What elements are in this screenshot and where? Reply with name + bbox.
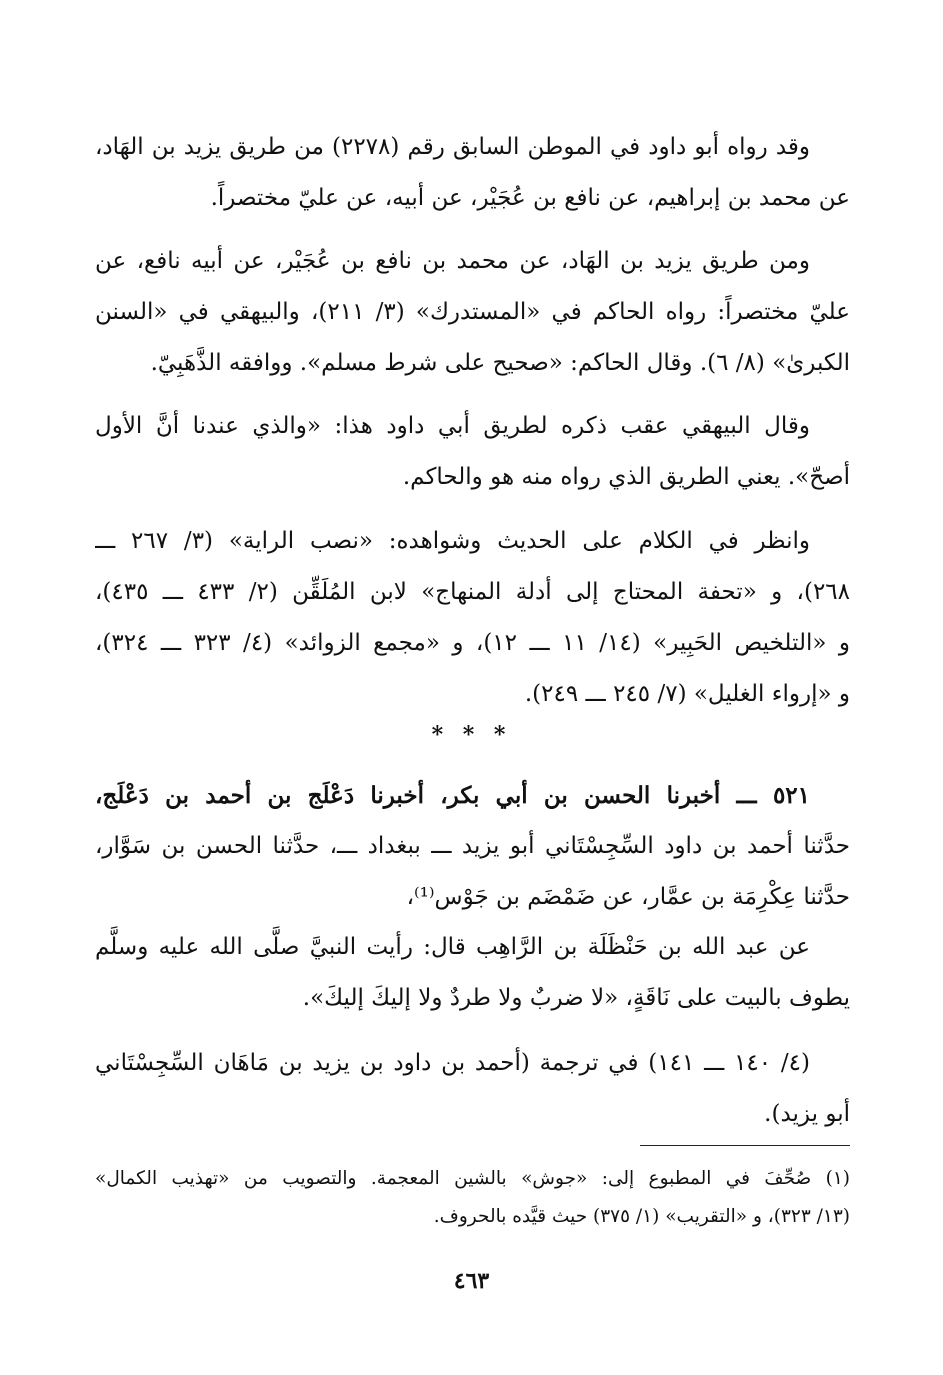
footnote-line: (١) صُحِّفَ في المطبوع إلى: «جوش» بالشين المعجمة. والتصويب من «تهذيب الكمال» [95, 1168, 850, 1189]
text-line: يطوف بالبيت على نَاقَةٍ، «لا ضربٌ ولا طردٌ ولا إليكَ إليكَ». [302, 985, 850, 1011]
text-line: وقال البيهقي عقب ذكره لطريق أبي داود هذا: «والذي عندنا أنَّ الأول [95, 413, 810, 439]
text-line: ومن طريق يزيد بن الهَاد، عن محمد بن نافع بن عُجَيْر، عن أبيه نافع، عن [95, 248, 810, 274]
text-line: حدَّثنا عِكْرِمَة بن عمَّار، عن ضَمْضَم بن جَوْس⁽¹⁾، [406, 884, 850, 910]
text-line: و «إرواء الغليل» (٧/ ٢٤٥ ـــ ٢٤٩). [524, 681, 850, 707]
text-line: عليّ مختصراً: رواه الحاكم في «المستدرك» (٣/ ٢١١)، والبيهقي في «السنن [95, 299, 850, 325]
paragraph [95, 922, 850, 1024]
paragraph [95, 401, 850, 503]
text-line: أصحّ». يعني الطريق الذي رواه منه هو والحاكم. [402, 464, 850, 490]
text-line: عن محمد بن إبراهيم، عن نافع بن عُجَيْر، عن أبيه، عن عليّ مختصراً. [210, 185, 850, 211]
paragraph [95, 770, 850, 923]
text-line: (٤/ ١٤٠ ـــ ١٤١) في ترجمة (أحمد بن داود بن يزيد بن مَاهَان السِّجِسْتَاني [95, 1050, 811, 1076]
footnote-line: (١٣/ ٣٢٣)، و «التقريب» (١/ ٣٧٥) حيث قيَّده بالحروف. [433, 1206, 850, 1227]
text-line: حدَّثنا أحمد بن داود السِّجِسْتَاني أبو يزيد ـــ ببغداد ـــ، حدَّثنا الحسن بن سَوَّار، [95, 833, 850, 859]
paragraph [95, 236, 850, 389]
section-separator: * * * [431, 722, 512, 748]
page-number: ٤٦٣ [453, 1268, 490, 1294]
paragraph [95, 516, 850, 720]
text-line: ٥٢١ ـــ أخبرنا الحسن بن أبي بكر، أخبرنا دَعْلَج بن أحمد بن دَعْلَج، [95, 782, 810, 809]
text-line: ٢٦٨)، و «تحفة المحتاج إلى أدلة المنهاج» لابن المُلَقِّن (٢/ ٤٣٣ ـــ ٤٣٥)، [95, 579, 850, 605]
text-line: أبو يزيد). [764, 1101, 850, 1127]
text-line: و «التلخيص الحَبِير» (١٤/ ١١ ـــ ١٢)، و «مجمع الزوائد» (٤/ ٣٢٣ ـــ ٣٢٤)، [95, 630, 850, 656]
footnote-rule [640, 1145, 850, 1146]
text-line: الكبرىٰ» (٨/ ٦). وقال الحاكم: «صحيح على شرط مسلم». ووافقه الذَّهَبِيّ. [150, 350, 850, 376]
text-line: وانظر في الكلام على الحديث وشواهده: «نصب الراية» (٣/ ٢٦٧ ـــ [95, 528, 811, 554]
text-line: وقد رواه أبو داود في الموطن السابق رقم (٢٢٧٨) من طريق يزيد بن الهَاد، [95, 134, 810, 160]
footnote [95, 1160, 850, 1236]
paragraph [95, 1038, 850, 1140]
text-line: عن عبد الله بن حَنْظَلَة بن الرَّاهِب قال: رأيت النبيَّ صلَّى الله عليه وسلَّم [95, 934, 810, 960]
paragraph [95, 122, 850, 224]
